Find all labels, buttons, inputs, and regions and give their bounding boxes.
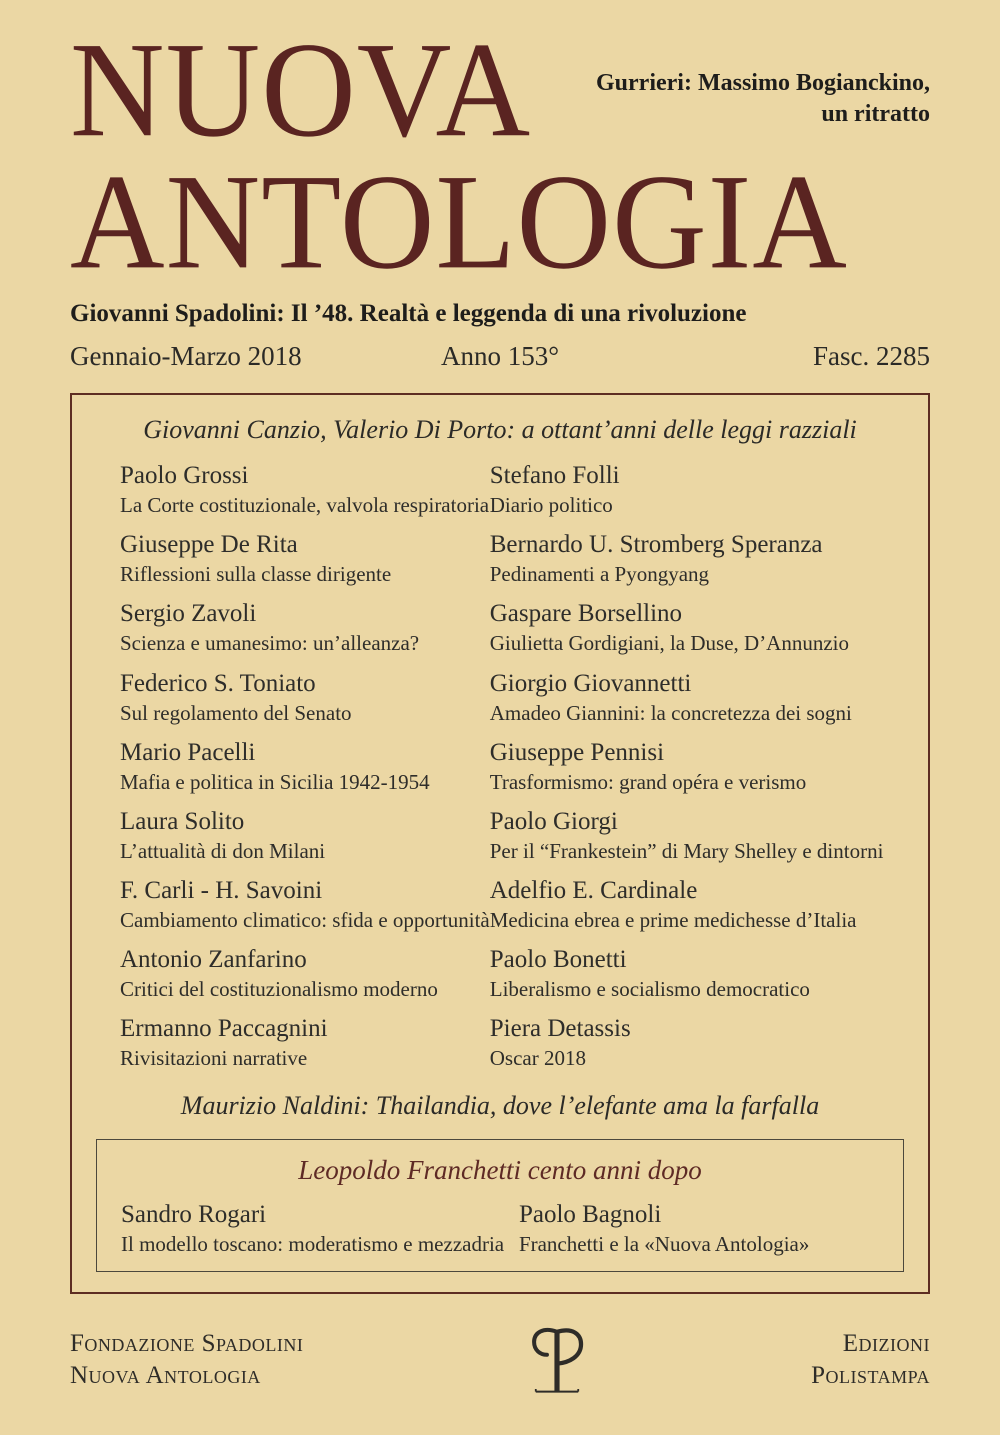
toc-title: Cambiamento climatico: sfida e opportunità	[120, 907, 490, 932]
toc-entry	[490, 1014, 884, 1070]
polistampa-monogram-icon	[523, 1324, 591, 1405]
toc-title: Liberalismo e socialismo democratico	[489, 977, 810, 1002]
toc-title: Oscar 2018	[489, 1046, 586, 1071]
special-section-columns	[97, 1200, 903, 1256]
issue-fascicle: Fasc. 2285	[813, 341, 931, 372]
toc-title: Per il “Frankestein” di Mary Shelley e dintorni	[489, 838, 884, 863]
toc-author: Sergio Zavoli	[120, 600, 257, 628]
publisher-left-line1: Fondazione Spadolini	[70, 1329, 304, 1357]
special-section-box	[96, 1139, 904, 1271]
issue-year: Anno 153°	[440, 341, 560, 372]
publisher-right-line2: Polistampa	[811, 1361, 930, 1389]
toc-author: Giorgio Giovannetti	[489, 669, 692, 697]
toc-author: Ermanno Paccagnini	[120, 1015, 328, 1043]
special-left-column	[121, 1200, 519, 1256]
toc-title: Giulietta Gordigiani, la Duse, D’Annunzio	[489, 631, 850, 656]
toc-entry	[120, 530, 490, 586]
toc-author: Federico S. Toniato	[120, 669, 316, 697]
toc-author: F. Carli - H. Savoini	[120, 876, 323, 904]
contents-columns	[72, 461, 928, 1083]
cover-footer	[70, 1328, 930, 1405]
publisher-right-line1: Edizioni	[842, 1329, 930, 1357]
cover-page	[0, 14, 1000, 1405]
toc-title: Diario politico	[489, 493, 613, 518]
toc-title: Mafia e politica in Sicilia 1942-1954	[120, 769, 430, 794]
toc-author: Laura Solito	[120, 807, 245, 835]
contents-left-column	[120, 461, 490, 1083]
contents-header: Giovanni Canzio, Valerio Di Porto: a ottant’anni delle leggi razziali	[143, 415, 857, 445]
toc-title: Medicina ebrea e prime medichesse d’Italia	[489, 907, 857, 932]
special-section-title: Leopoldo Franchetti cento anni dopo	[298, 1155, 702, 1186]
toc-author: Giuseppe De Rita	[120, 531, 298, 559]
toc-title: Trasformismo: grand opéra e verismo	[489, 769, 807, 794]
toc-author: Mario Pacelli	[120, 738, 256, 766]
toc-entry	[490, 461, 884, 517]
toc-title: Franchetti e la «Nuova Antologia»	[518, 1232, 810, 1257]
toc-title: Riflessioni sulla classe dirigente	[120, 562, 392, 587]
toc-author: Gaspare Borsellino	[489, 600, 683, 628]
toc-entry	[490, 807, 884, 863]
toc-author: Paolo Bonetti	[489, 946, 627, 974]
toc-title: L’attualità di don Milani	[120, 838, 326, 863]
toc-entry	[120, 945, 490, 1001]
journal-title	[70, 14, 930, 298]
toc-entry	[120, 738, 490, 794]
toc-entry	[120, 807, 490, 863]
toc-entry	[490, 599, 884, 655]
journal-title-line2: ANTOLOGIA	[70, 146, 848, 298]
toc-title: La Corte costituzionale, valvola respiratoria	[120, 493, 490, 518]
toc-entry	[121, 1200, 519, 1256]
toc-author: Antonio Zanfarino	[120, 946, 307, 974]
toc-title: Critici del costituzionalismo moderno	[120, 977, 438, 1002]
lead-essay-subtitle: Giovanni Spadolini: Il ’48. Realtà e leggenda di una rivoluzione	[70, 300, 747, 328]
toc-entry	[490, 876, 884, 932]
toc-entry	[120, 461, 490, 517]
toc-entry	[120, 669, 490, 725]
toc-author: Giuseppe Pennisi	[489, 738, 665, 766]
announcement-line1: Gurrieri: Massimo Bogianckino,	[596, 70, 930, 96]
announcement-line2: un ritratto	[821, 101, 930, 128]
toc-entry	[120, 1014, 490, 1070]
toc-author: Piera Detassis	[489, 1015, 631, 1043]
contents-right-column	[490, 461, 884, 1083]
toc-author: Paolo Bagnoli	[518, 1201, 662, 1229]
issue-period: Gennaio-Marzo 2018	[70, 341, 302, 372]
toc-entry	[519, 1200, 879, 1256]
publisher-left-line2: Nuova Antologia	[70, 1361, 261, 1389]
issue-info-row	[70, 341, 930, 372]
toc-title: Scienza e umanesimo: un’alleanza?	[120, 631, 420, 656]
toc-title: Sul regolamento del Senato	[120, 700, 352, 725]
contents-footer-line: Maurizio Naldini: Thailandia, dove l’elefante ama la farfalla	[180, 1091, 820, 1121]
toc-entry	[120, 876, 490, 932]
special-right-column	[519, 1200, 879, 1256]
toc-entry	[490, 945, 884, 1001]
toc-author: Paolo Grossi	[120, 462, 249, 490]
toc-entry	[490, 669, 884, 725]
toc-title: Rivisitazioni narrative	[120, 1046, 308, 1071]
toc-entry	[490, 738, 884, 794]
toc-title: Il modello toscano: moderatismo e mezzadria	[121, 1232, 505, 1257]
toc-author: Paolo Giorgi	[489, 807, 618, 835]
toc-entry	[120, 599, 490, 655]
toc-author: Adelfio E. Cardinale	[489, 876, 698, 904]
contents-box	[70, 393, 930, 1293]
toc-author: Bernardo U. Stromberg Speranza	[489, 531, 823, 559]
publisher-left	[70, 1328, 303, 1392]
toc-author: Sandro Rogari	[121, 1201, 267, 1229]
publisher-right	[811, 1328, 930, 1392]
toc-title: Amadeo Giannini: la concretezza dei sogni	[489, 700, 852, 725]
toc-entry	[490, 530, 884, 586]
toc-title: Pedinamenti a Pyongyang	[489, 562, 710, 587]
journal-title-line1: NUOVA	[70, 14, 532, 166]
toc-author: Stefano Folli	[489, 462, 620, 490]
